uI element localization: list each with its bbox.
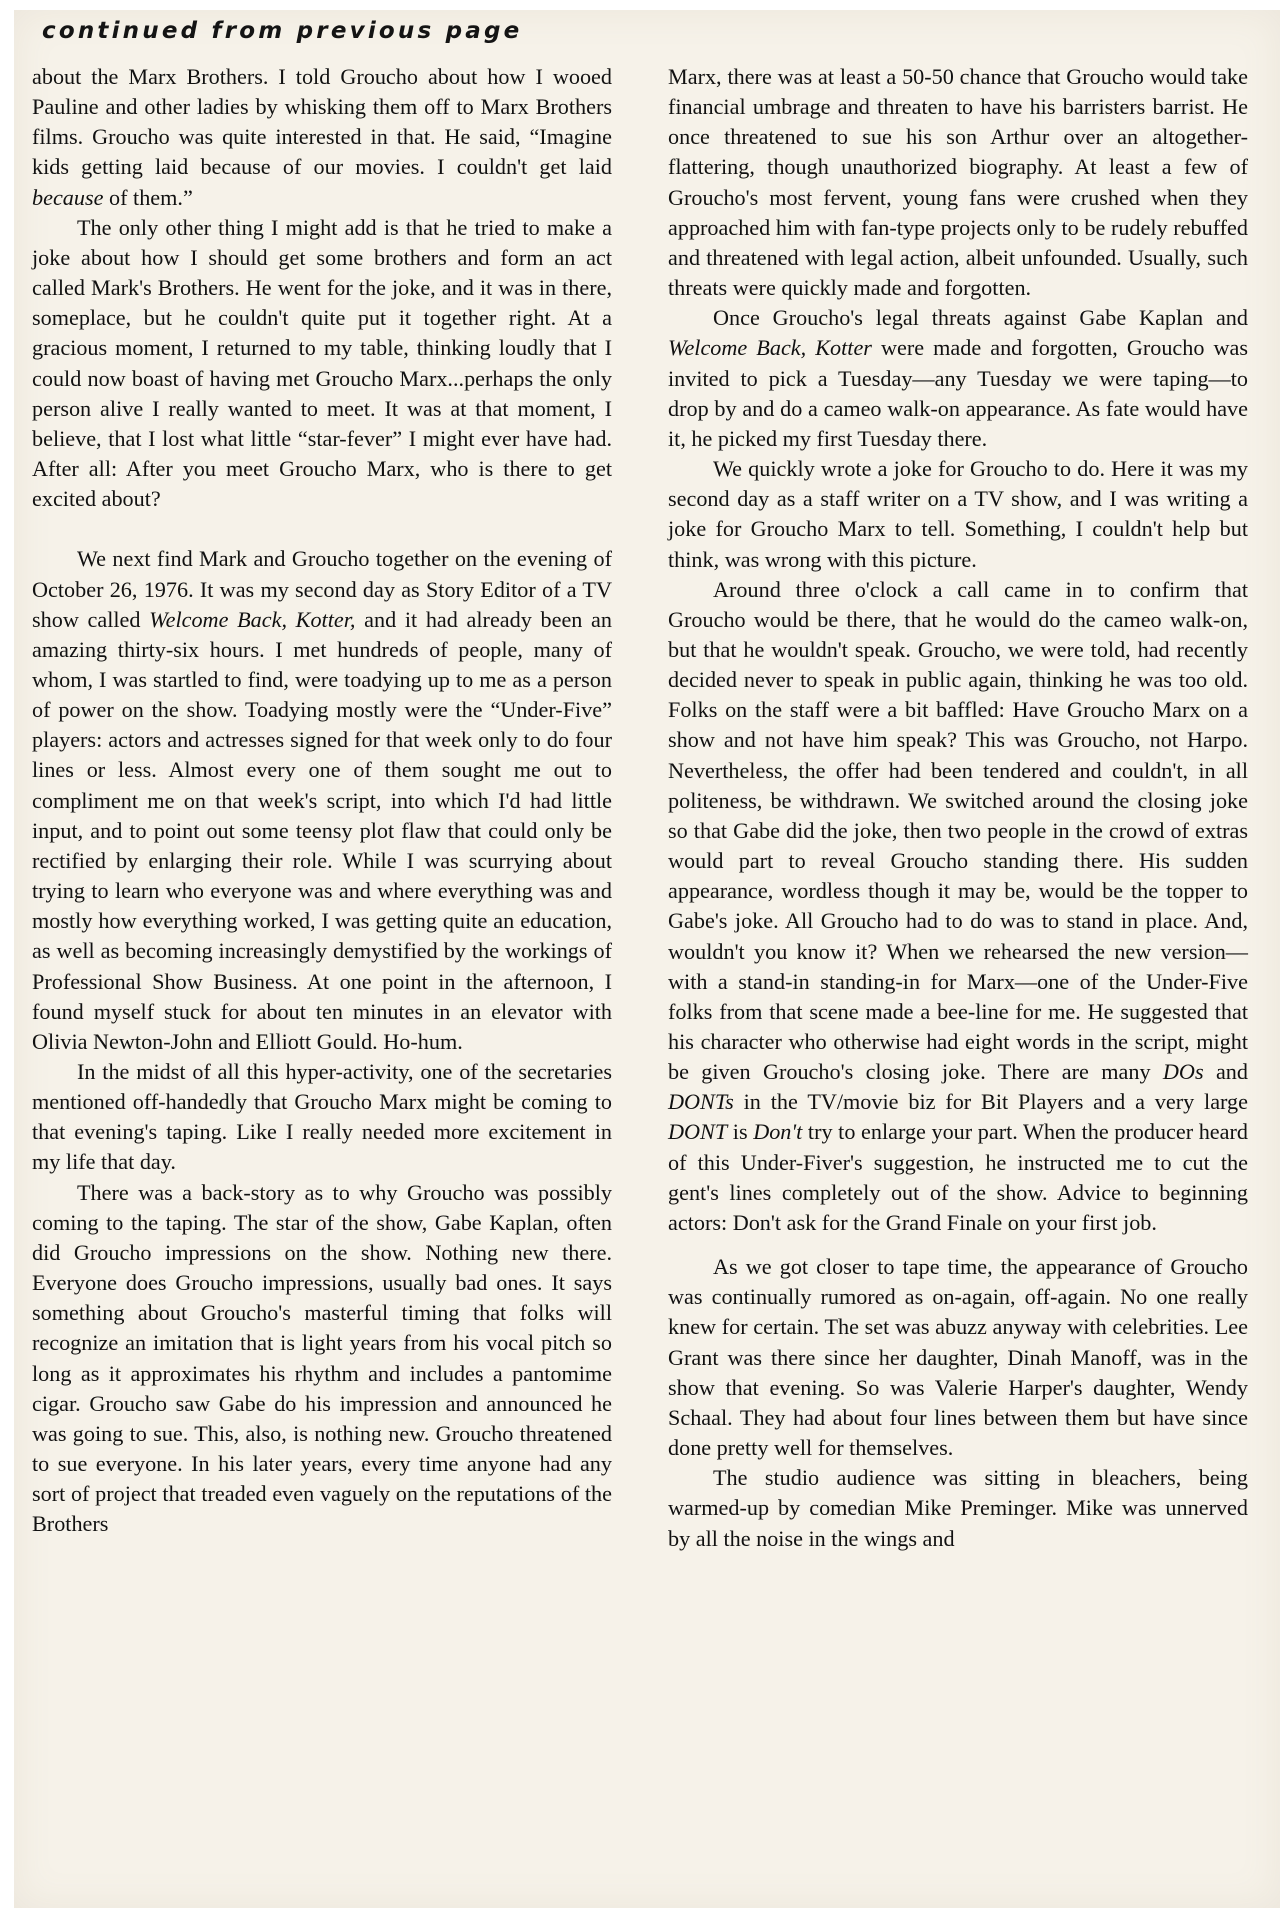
right-column	[668, 62, 1248, 1554]
running-head: continued from previous page	[42, 18, 523, 44]
paragraph: Marx, there was at least a 50-50 chance that Groucho would take financial umbrage and threaten to have his barristers barrist. He once threatened to sue his son Arthur over an altogether-flattering, though unauthorized biography. At least a few of Groucho's most fervent, young fans were crushed when they approached him with fan-type projects only to be rudely rebuffed and threatened with legal action, albeit unfounded. Usually, such threats were quickly made and forgotten.	[668, 64, 1248, 301]
paragraph: We next find Mark and Groucho together on the evening of October 26, 1976. It was my second day as Story Editor of a TV show called Welcome Back, Kotter, and it had already been an amazing thirty-six hours. I met hundreds of people, many of whom, I was startled to find, were toadying up to me as a person of power on the show. Toadying mostly were the “Under-Five” players: actors and actresses signed for that week only to do four lines or less. Almost every one of them sought me out to compliment me on that week's script, into which I'd had little input, and to point out some teensy plot flaw that could only be rectified by enlarging their role. While I was scurrying about trying to learn who everyone was and where everything was and mostly how everything worked, I was getting quite an education, as well as becoming increasingly demystified by the workings of Professional Show Business. At one point in the afternoon, I found myself stuck for about ten minutes in an elevator with Olivia Newton-John and Elliott Gould. Ho-hum.	[32, 546, 612, 1054]
paragraph: Once Groucho's legal threats against Gabe Kaplan and Welcome Back, Kotter were made and forgotten, Groucho was invited to pick a Tuesday—any Tuesday we were taping—to drop by and do a cameo walk-on appearance. As fate would have it, he picked my first Tuesday there.	[668, 305, 1248, 451]
paragraph: Around three o'clock a call came in to confirm that Groucho would be there, that he would do the cameo walk-on, but that he wouldn't speak. Groucho, we were told, had recently decided never to speak in public again, thinking he was too old. Folks on the staff were a bit baffled: Have Groucho Marx on a show and not have him speak? This was Groucho, not Harpo. Nevertheless, the offer had been tendered and couldn't, in all politeness, be withdrawn. We switched around the closing joke so that Gabe did the joke, then two people in the crowd of extras would part to reveal Groucho standing there. His sudden appearance, wordless though it may be, would be the topper to Gabe's joke. All Groucho had to do was to stand in place. And, wouldn't you know it? When we rehearsed the new version—with a stand-in standing-in for Marx—one of the Under-Five folks from that scene made a bee-line for me. He suggested that his character who otherwise had eight words in the script, might be given Groucho's closing joke. There are many DOs and DONTs in the TV/movie biz for Bit Players and a very large DONT is Don't try to enlarge your part. When the producer heard of this Under-Fiver's suggestion, he instructed me to cut the gent's lines completely out of the show. Advice to beginning actors: Don't ask for the Grand Finale on your first job.	[668, 576, 1248, 1235]
paragraph: The only other thing I might add is that he tried to make a joke about how I should get some brothers and form an act called Mark's Brothers. He went for the joke, and it was in there, someplace, but he couldn't quite put it together right. At a gracious moment, I returned to my table, thinking loudly that I could now boast of having met Groucho Marx...perhaps the only person alive I really wanted to meet. It was at that moment, I believe, that I lost what little “star-fever” I might ever have had. After all: After you meet Groucho Marx, who is there to get excited about?	[32, 214, 612, 512]
left-column	[32, 62, 612, 1540]
paragraph: In the midst of all this hyper-activity, one of the secretaries mentioned off-handedly that Groucho Marx might be coming to that evening's taping. Like I really needed more excitement in my life that day.	[32, 1059, 612, 1175]
paragraph: As we got closer to tape time, the appearance of Groucho was continually rumored as on-again, off-again. No one really knew for certain. The set was abuzz anyway with celebrities. Lee Grant was there since her daughter, Dinah Manoff, was in the show that evening. So was Valerie Harper's daughter, Wendy Schaal. They had about four lines between them but have since done pretty well for themselves.	[668, 1254, 1248, 1461]
paragraph: about the Marx Brothers. I told Groucho about how I wooed Pauline and other ladies by whisking them off to Marx Brothers films. Groucho was quite interested in that. He said, “Imagine kids getting laid because of our movies. I couldn't get laid because of them.”	[32, 64, 612, 210]
magazine-page	[14, 10, 1280, 1908]
paragraph: There was a back-story as to why Groucho was possibly coming to the taping. The star of the show, Gabe Kaplan, often did Groucho impressions on the show. Nothing new there. Everyone does Groucho impressions, usually bad ones. It says something about Groucho's masterful timing that folks will recognize an imitation that is light years from his vocal pitch so long as it approximates his rhythm and includes a pantomime cigar. Groucho saw Gabe do his impression and announced he was going to sue. This, also, is nothing new. Groucho threatened to sue everyone. In his later years, every time anyone had any sort of project that treaded even vaguely on the reputations of the Brothers	[32, 1179, 612, 1537]
paragraph: The studio audience was sitting in bleachers, being warmed-up by comedian Mike Preminger. Mike was unnerved by all the noise in the wings and	[668, 1465, 1248, 1551]
paragraph: We quickly wrote a joke for Groucho to do. Here it was my second day as a staff writer on a TV show, and I was writing a joke for Groucho Marx to tell. Something, I couldn't help but think, was wrong with this picture.	[668, 456, 1248, 572]
